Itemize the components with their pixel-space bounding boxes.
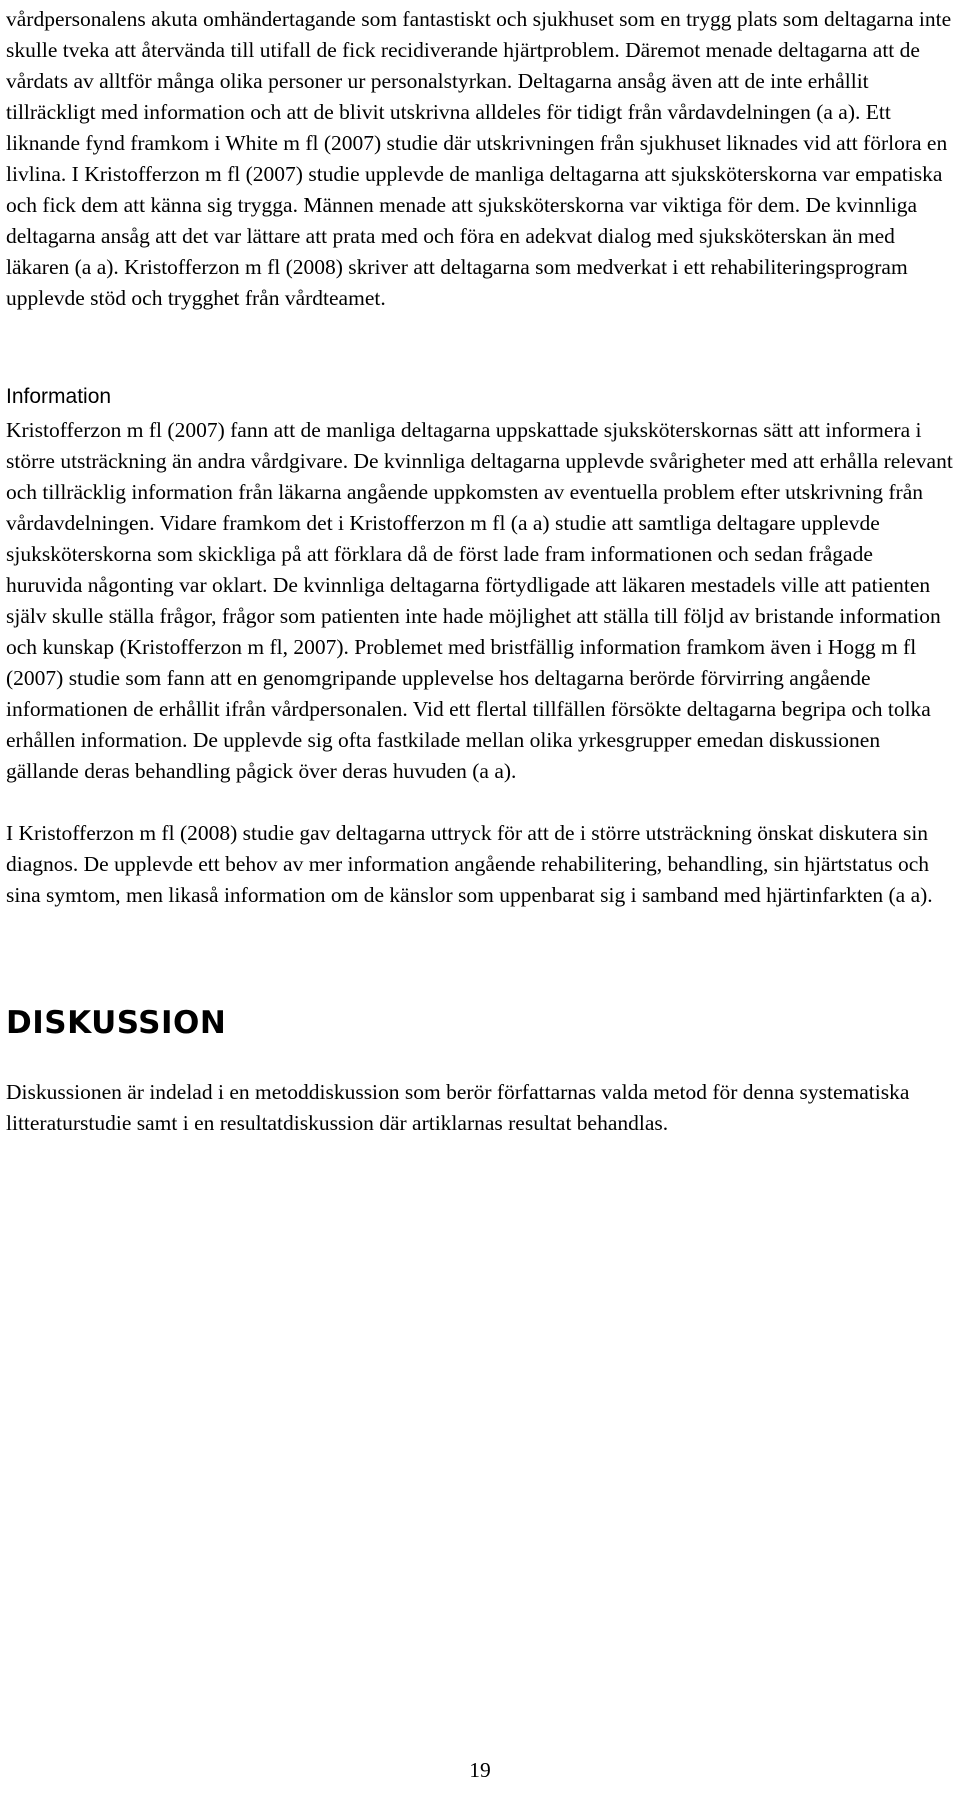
information-paragraph-2: I Kristofferzon m fl (2008) studie gav deltagarna uttryck för att de i större utsträckning önskat diskutera sin diagnos. De upplevde ett behov av mer information angående rehabilitering, behandling, sin hjärtstatus och sina symtom, men likaså information om de känslor som uppenbarat sig i samband med hjärtinfarkten (a a). (6, 821, 933, 907)
information-paragraph-1: Kristofferzon m fl (2007) fann att de manliga deltagarna uppskattade sjuksköterskornas sätt att informera i större utsträckning än andra vårdgivare. De kvinnliga deltagarna upplevde svårigheter med att erhålla relevant och tillräcklig information från läkarna angående uppkomsten av eventuella problem efter utskrivning från vårdavdelningen. Vidare framkom det i Kristofferzon m fl (a a) studie att samtliga deltagare upplevde sjuksköterskorna som skickliga på att förklara då de först lade fram informationen och sedan frågade huruvida någonting var oklart. De kvinnliga deltagarna förtydligade att läkaren mestadels ville att patienten själv skulle ställa frågor, frågor som patienten inte hade möjlighet att ställa till följd av bristande information och kunskap (Kristofferzon m fl, 2007). Problemet med bristfällig information framkom även i Hogg m fl (2007) studie som fann att en genomgripande upplevelse hos deltagarna berörde förvirring angående informationen de erhållit ifrån vårdpersonalen. Vid ett flertal tillfällen försökte deltagarna begripa och tolka erhållen information. De upplevde sig ofta fastkilade mellan olika yrkesgrupper emedan diskussionen gällande deras behandling pågick över deras huvuden (a a). (6, 418, 953, 783)
information-heading: Information (6, 385, 112, 408)
page-number: 19 (469, 1758, 491, 1782)
document-page (6, 0, 954, 1139)
discussion-heading: DISKUSSION (6, 1005, 227, 1041)
intro-paragraph: vårdpersonalens akuta omhändertagande som fantastiskt och sjukhuset som en trygg plats som deltagarna inte skulle tveka att återvända till utifall de fick recidiverande hjärtproblem. Däremot menade deltagarna att de vårdats av alltför många olika personer ur personalstyrkan. Deltagarna ansåg även att de inte erhållit tillräckligt med information och att de blivit utskrivna alldeles för tidigt från vårdavdelningen (a a). Ett liknande fynd framkom i White m fl (2007) studie där utskrivningen från sjukhuset liknades vid att förlora en livlina. I Kristofferzon m fl (2007) studie upplevde de manliga deltagarna att sjuksköterskorna var empatiska och fick dem att känna sig trygga. Männen menade att sjuksköterskorna var viktiga för dem. De kvinnliga deltagarna ansåg att det var lättare att prata med och föra en adekvat dialog med sjuksköterskan än med läkaren (a a). Kristofferzon m fl (2008) skriver att deltagarna som medverkat i ett rehabiliteringsprogram upplevde stöd och trygghet från vårdteamet. (6, 7, 952, 310)
discussion-paragraph: Diskussionen är indelad i en metoddiskussion som berör författarnas valda metod för denna systematiska litteraturstudie samt i en resultatdiskussion där artiklarnas resultat behandlas. (6, 1080, 910, 1135)
